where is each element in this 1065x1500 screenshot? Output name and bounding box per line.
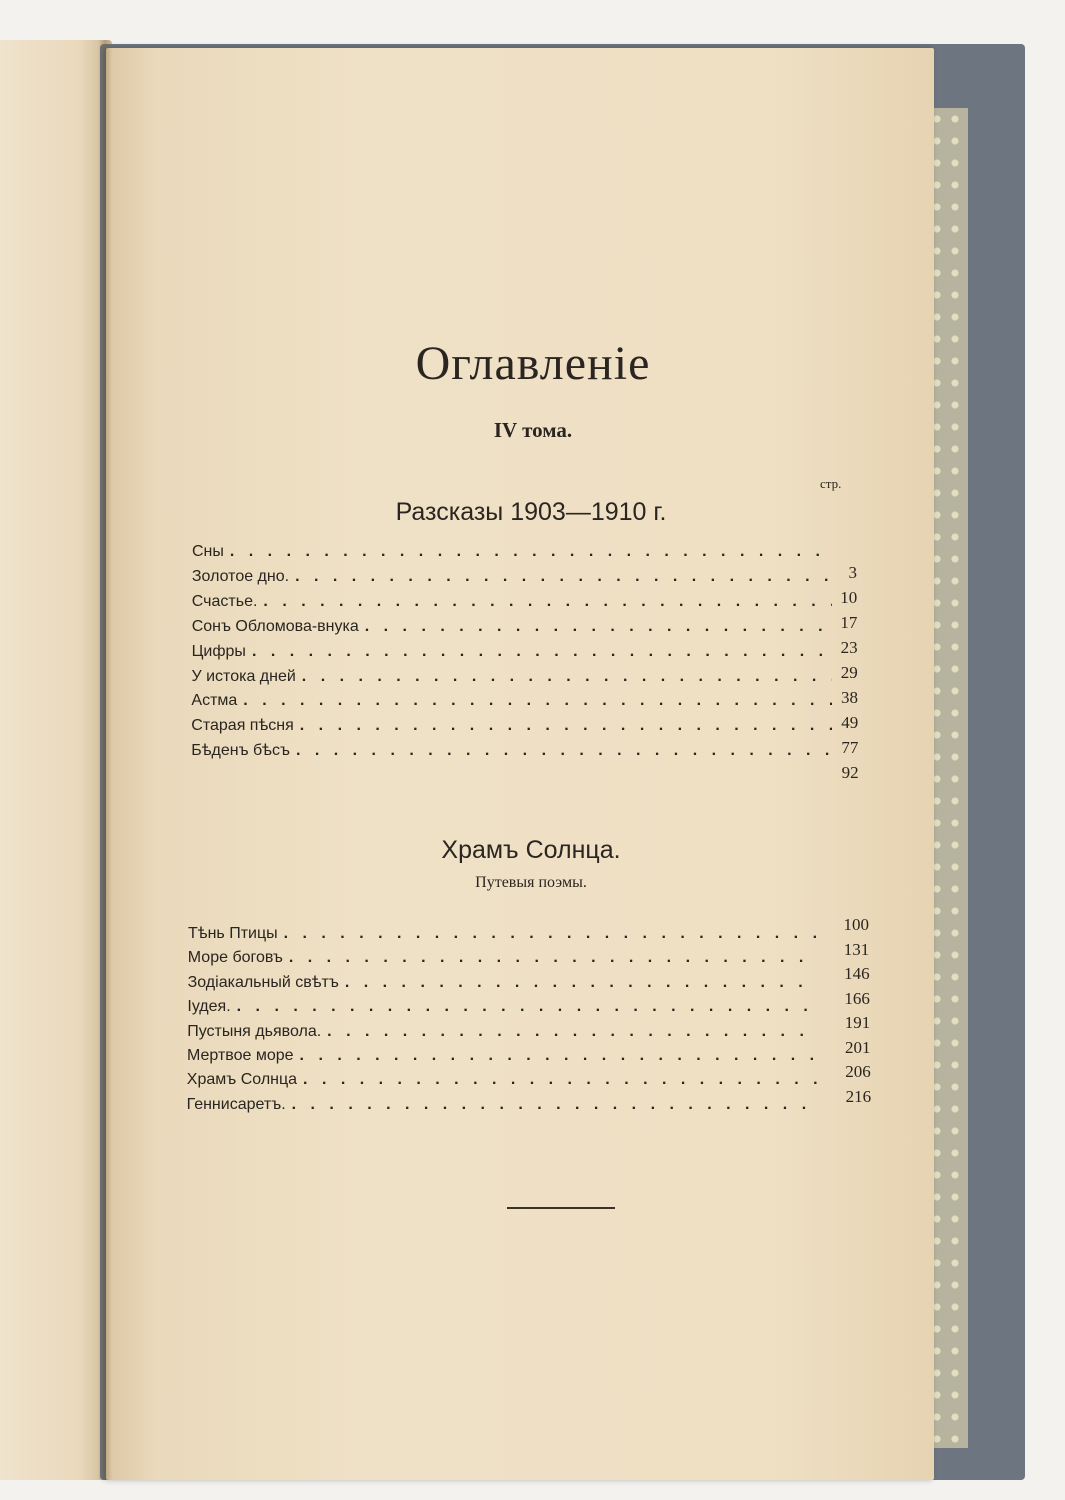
toc-row [192,568,832,594]
leader-dots [283,949,818,967]
toc-entry-title: Зодіакальный свѣтъ [187,973,339,991]
toc-entry-title: У истока дней [191,667,296,685]
toc-entry-title: Тѣнь Птицы [188,925,278,942]
leader-dots [321,1023,818,1041]
toc-entry-title: Старая пѣсня [191,717,294,735]
leader-dots [294,717,832,735]
toc-page-number: 191 [844,1013,871,1032]
toc-page-number: 3 [848,563,857,582]
toc-row [187,1096,818,1122]
toc-row [192,593,832,619]
toc-entry-title: Геннисаретъ. [186,1095,286,1113]
toc-row [187,1023,818,1049]
toc-entry-title: Золотое дно. [191,567,290,585]
toc-page-number: 131 [843,939,870,959]
leader-dots [294,1047,818,1065]
toc-row [188,925,818,951]
leader-dots [278,925,818,943]
toc-entry-title: Море боговъ [187,949,283,967]
book-gutter [98,40,112,1480]
toc-row [192,643,832,669]
toc-page-number: 23 [840,638,858,657]
toc-page-number: 92 [841,763,859,782]
toc-page-number: 146 [844,964,870,983]
leader-dots [237,692,832,710]
section-title: Разсказы 1903—1910 г. [395,498,667,526]
leader-dots [231,998,818,1016]
toc-row [192,668,833,694]
endpaper-pattern [928,108,968,1448]
toc-entry-title: Сны [192,543,224,560]
toc-row [192,543,832,569]
toc-page-number: 216 [845,1086,872,1106]
closing-rule [507,1207,615,1209]
toc-page-number: 38 [841,688,858,707]
leader-dots [246,643,832,661]
toc-page-number: 201 [845,1037,871,1057]
toc-entry-title: Іудея. [187,998,231,1016]
toc-row [188,974,818,1000]
leader-dots [290,742,832,760]
toc-row [192,618,832,644]
left-page-edge [0,40,112,1480]
leader-dots [289,568,832,586]
leader-dots [296,668,832,686]
leader-dots [224,543,832,561]
toc-row [188,949,818,975]
page-title: Оглавленіе [415,337,651,390]
toc-page-number: 10 [840,588,858,607]
leader-dots [257,593,832,611]
page-column-label: стр. [820,476,842,491]
toc-row [191,692,832,718]
toc-page-number: 17 [840,613,858,632]
section-subtitle: Путевыя поэмы. [475,874,587,891]
toc-row [191,717,832,743]
toc-page-number: 206 [845,1062,871,1081]
toc-entry-title: Храмъ Солнца [186,1071,298,1089]
toc-entry-title: Мертвое море [187,1047,294,1064]
toc-entry-title: Бѣденъ бѣсъ [191,742,290,760]
leader-dots [286,1096,818,1114]
toc-row [187,1047,818,1073]
toc-page-number: 77 [841,738,859,757]
toc-page-number: 166 [844,988,870,1008]
toc-row [187,998,818,1024]
toc-entry-title: Цифры [191,642,246,660]
leader-dots [297,1071,818,1089]
toc-page-number: 29 [840,663,858,682]
toc-page-number: 49 [841,713,859,732]
toc-entry-title: Счастье. [191,592,258,610]
leader-dots [339,974,818,992]
toc-row [187,1071,818,1097]
toc-row [191,742,832,768]
leader-dots [359,618,832,636]
section-title: Храмъ Солнца. [441,836,621,864]
volume-label: IV тома. [493,418,573,442]
toc-entry-title: Сонъ Обломова-внука [191,617,359,635]
toc-entry-title: Пустыня дьявола. [187,1022,322,1040]
toc-entry-title: Астма [191,692,238,710]
toc-page-number: 100 [843,915,869,934]
